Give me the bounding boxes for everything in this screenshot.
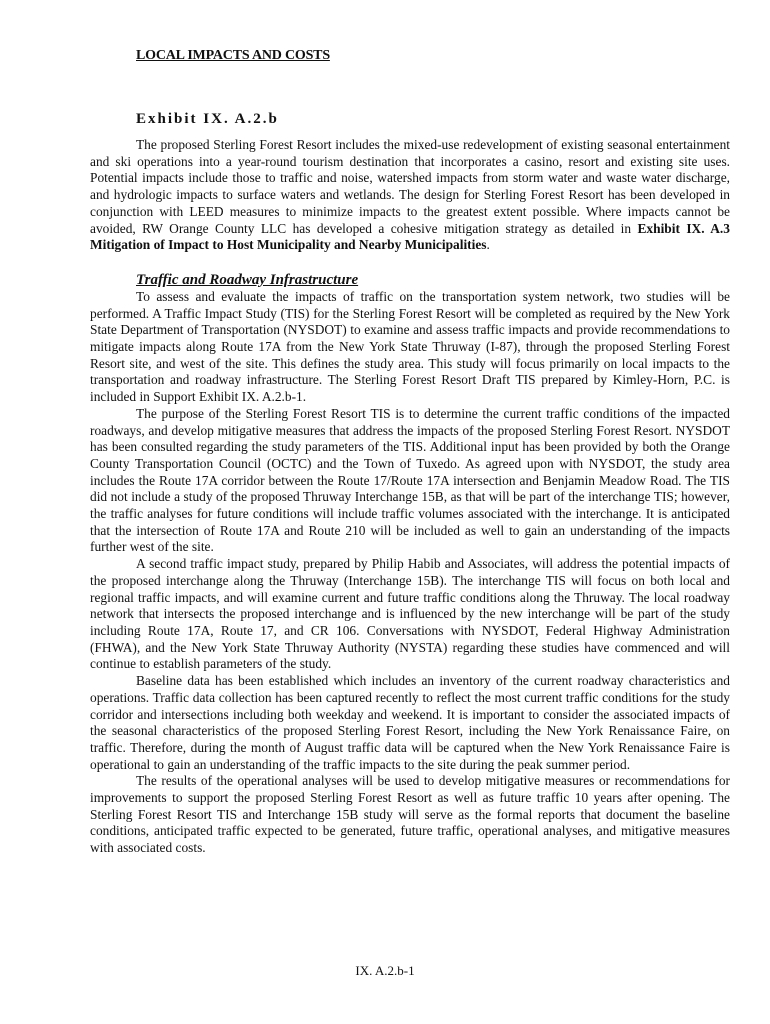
document-body — [90, 137, 730, 857]
intro-text: The proposed Sterling Forest Resort includes the mixed-use redevelopment of existing seasonal entertainment and ski operations into a year-round tourism destination that incorporates a casino, resort and existing site uses. Potential impacts include those to traffic and noise, watershed impacts from storm water and waste water discharge, and hydrologic impacts to surface waters and wetlands. The design for Sterling Forest Resort has been developed in conjunction with LEED measures to minimize impacts to the greatest extent possible. Where impacts cannot be avoided, RW Orange County LLC has developed a cohesive mitigation strategy as detailed in — [90, 137, 730, 236]
traffic-paragraph-2: The purpose of the Sterling Forest Resort TIS is to determine the current traffic conditions of the impacted roadways, and develop mitigative measures that address the impacts of the proposed Sterling Forest Resort. NYSDOT has been consulted regarding the study parameters of the TIS. Additional input has been provided by both the Orange County Transportation Council (OCTC) and the Town of Tuxedo. As agreed upon with NYSDOT, the study area includes the Route 17A corridor between the Route 17/Route 17A intersection and Benjamin Meadow Road. The TIS did not include a study of the proposed Thruway Interchange 15B, as that will be part of the interchange TIS; however, the traffic analyses for future conditions will include traffic volumes associated with the interchange. It is anticipated that the intersection of Route 17A and Route 210 will be included as well to gain an understanding of the impacts further west of the site. — [90, 405, 730, 555]
exhibit-title: Exhibit IX. A.2.b — [136, 111, 279, 127]
traffic-paragraph-3: A second traffic impact study, prepared by Philip Habib and Associates, will address the potential impacts of the proposed interchange along the Thruway (Interchange 15B). The interchange TIS will focus on both local and regional traffic impacts, and will examine current and future traffic conditions along the Thruway. The local roadway network that intersects the proposed interchange and is influenced by the new interchange will be part of the study including Route 17A, Route 17, and CR 106. Conversations with NYSDOT, Federal Highway Administration (FHWA), and the New York State Thruway Authority (NYSTA) regarding these studies have commenced and will continue to establish parameters of the study. — [90, 556, 730, 672]
traffic-heading: Traffic and Roadway Infrastructure — [136, 271, 359, 288]
intro-paragraph — [90, 137, 730, 254]
page-number: IX. A.2.b-1 — [355, 963, 415, 978]
traffic-paragraph-5: The results of the operational analyses will be used to develop mitigative measures or recommendations for improvements to support the proposed Sterling Forest Resort as well as future traffic 10 years after opening. The Sterling Forest Resort TIS and Interchange 15B study will serve as the formal reports that document the baseline conditions, anticipated traffic expected to be generated, future traffic, operational analyses, and mitigative measures with associated costs. — [90, 773, 730, 856]
mitigation-exhibit-reference: Exhibit IX. A.3 Mitigation of Impact to Host Municipality and Nearby Municipalities — [90, 220, 730, 253]
section-title: LOCAL IMPACTS AND COSTS — [136, 48, 330, 63]
traffic-paragraph-1: To assess and evaluate the impacts of traffic on the transportation system network, two studies will be performed. A Traffic Impact Study (TIS) for the Sterling Forest Resort will be completed as required by the New York State Department of Transportation (NYSDOT) to examine and assess traffic impacts and provide recommendations to mitigate impacts along Route 17A from the New York State Thruway (I-87), through the proposed Sterling Forest Resort site, and west of the site. This defines the study area. This study will focus primarily on local impacts to the transportation and roadway infrastructure. The Sterling Forest Resort Draft TIS prepared by Kimley-Horn, P.C. is included in Support Exhibit IX. A.2.b-1. — [90, 288, 730, 405]
intro-text-end: . — [486, 237, 490, 253]
traffic-paragraph-4: Baseline data has been established which includes an inventory of the current roadway characteristics and operations. Traffic data collection has been captured recently to reflect the most current traffic conditions for the study corridor and intersections including both weekday and weekend. It is important to consider the associated impacts of the seasonal characteristics of the proposed Sterling Forest Resort, including the New York Renaissance Faire, on traffic. Therefore, during the month of August traffic data will be captured when the New York Renaissance Faire is operational to gain an understanding of the traffic impacts to the site during the peak summer period. — [90, 673, 730, 772]
